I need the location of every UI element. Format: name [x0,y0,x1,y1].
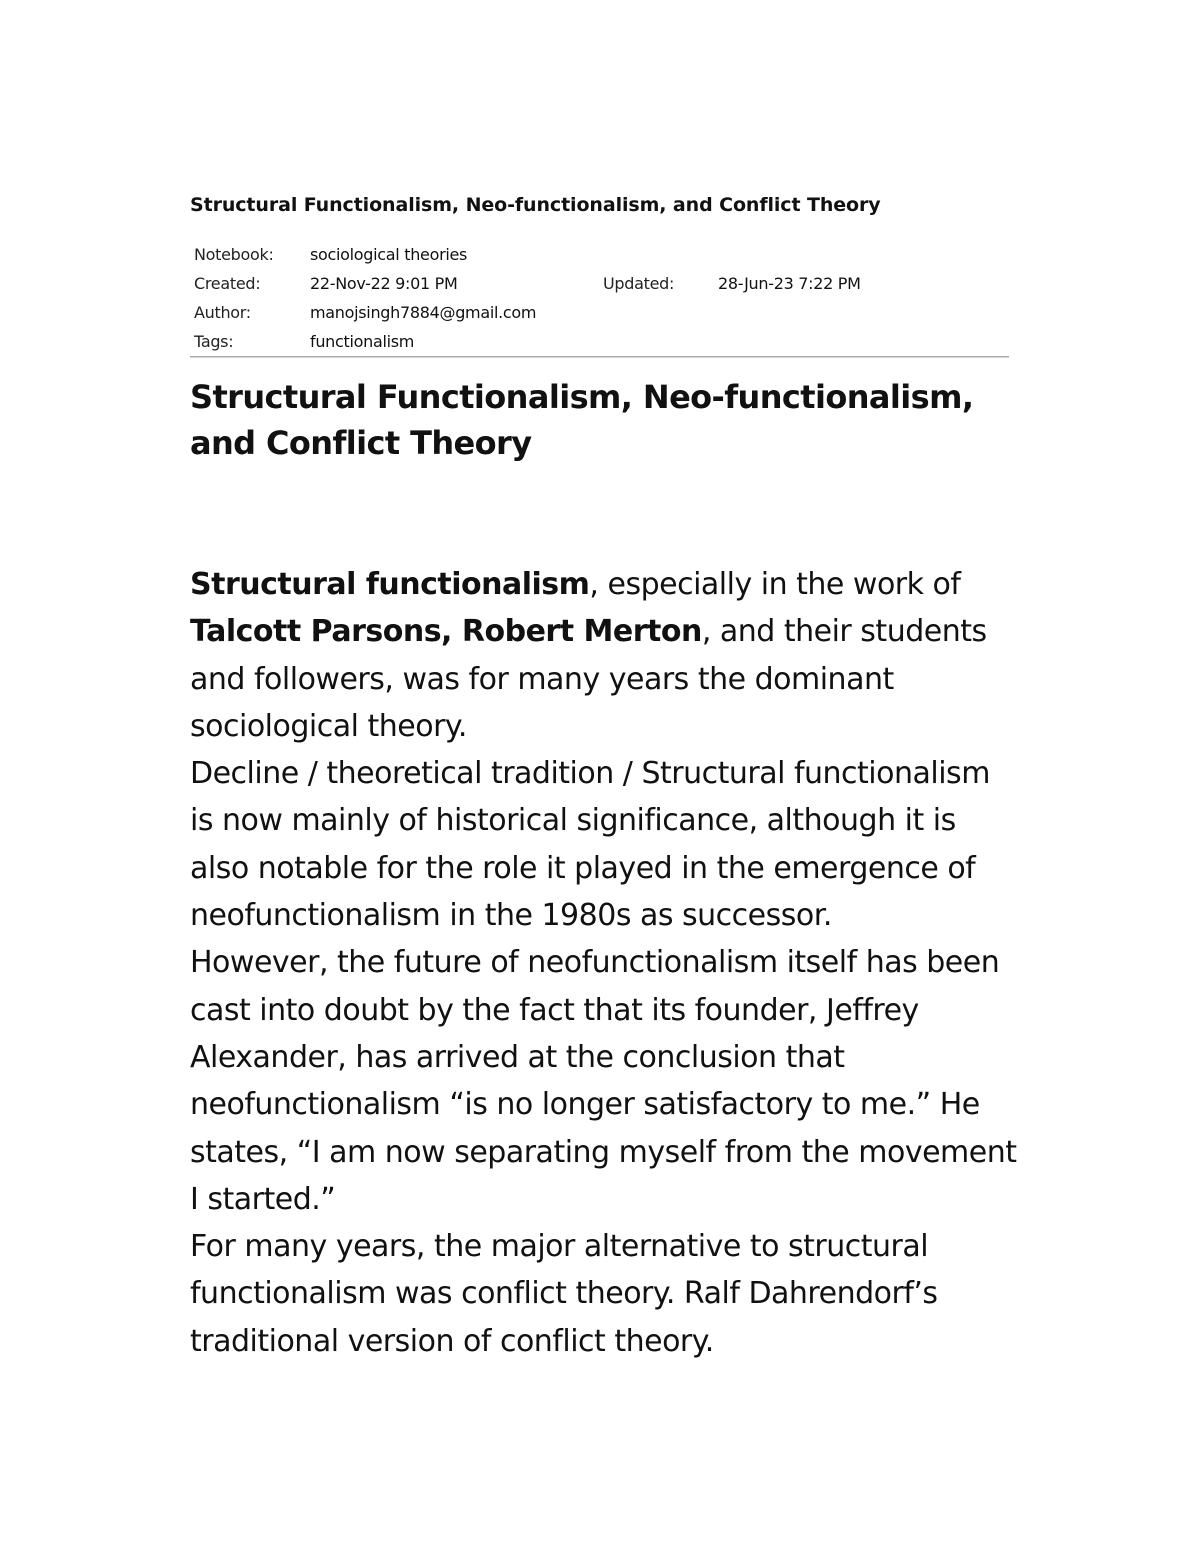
meta-row-created [194,272,1009,301]
meta-row-tags [194,330,1009,359]
document-title: Structural Functionalism, Neo-functionalism, and Conflict Theory [190,378,974,462]
paragraph-structural-functionalism [190,561,1020,750]
paragraph-decline: Decline / theoretical tradition / Structural functionalism is now mainly of historical significance, although it is also notable for the role it played in the emergence of neofunctionalism in the 1980s as successor. [190,756,990,934]
term-parsons-merton: Talcott Parsons, Robert Merton [190,614,702,650]
updated-label: Updated: [603,274,675,293]
meta-row-author [194,301,1009,330]
note-metadata [194,243,1009,359]
term-structural-functionalism: Structural functionalism [190,567,590,602]
tags-value: functionalism [310,332,415,351]
notebook-value: sociological theories [310,245,468,264]
meta-row-notebook [194,243,1009,272]
header-divider [190,356,1009,358]
paragraph-neofunctionalism: However, the future of neofunctionalism itself has been cast into doubt by the fact that its founder, Jeffrey Alexander, has arrived at the conclusion that neofunctionalism “is no longer satisfactory to me.” He states, “I am now separating myself from the movement I started.” [190,945,1017,1217]
note-header-title: Structural Functionalism, Neo-functionalism, and Conflict Theory [190,194,881,216]
document-body [190,561,1020,1365]
tags-label: Tags: [194,332,234,351]
author-value: manojsingh7884@gmail.com [310,303,537,322]
created-value: 22-Nov-22 9:01 PM [310,274,458,293]
notebook-label: Notebook: [194,245,274,264]
created-label: Created: [194,274,261,293]
paragraph-conflict-theory: For many years, the major alternative to structural functionalism was conflict theory. Ralf Dahrendorf’s traditional version of conflict theory. [190,1229,938,1359]
paragraph-text: , and their students and followers, was for many years the dominant sociological theory. [190,614,987,744]
updated-value: 28-Jun-23 7:22 PM [718,274,861,293]
author-label: Author: [194,303,251,322]
paragraph-text: , especially in the work of [589,567,961,602]
